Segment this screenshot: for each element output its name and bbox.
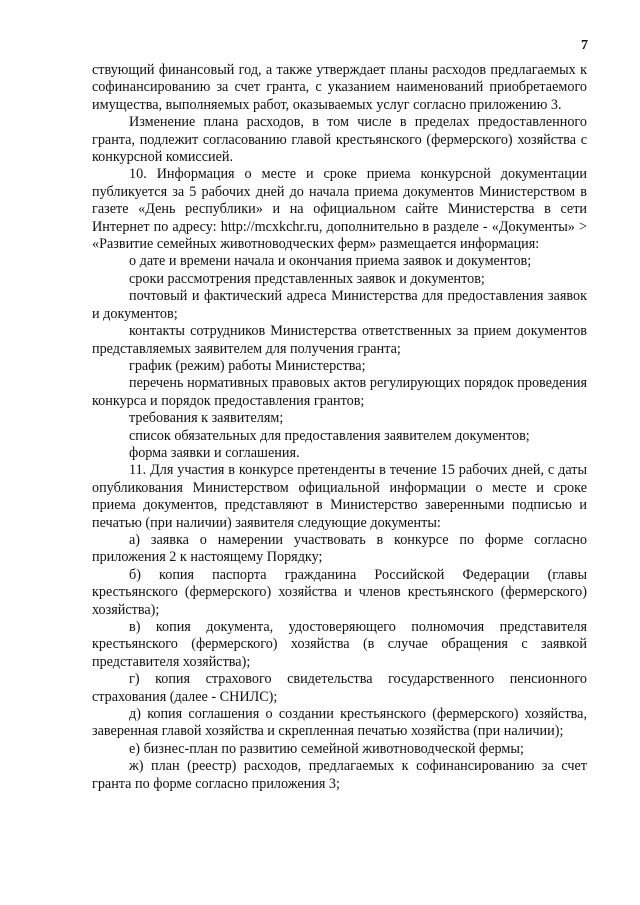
paragraph: перечень нормативных правовых актов регулирующих порядок проведения конкурса и порядок предоставления грантов; [92, 375, 587, 409]
paragraph: в) копия документа, удостоверяющего полномочия представителя крестьянского (фермерского) хозяйства (в случае обращения с заявкой представителя хозяйства); [92, 619, 587, 670]
paragraph: а) заявка о намерении участвовать в конкурсе по форме согласно приложения 2 к настоящему Порядку; [92, 531, 587, 566]
paragraph: форма заявки и соглашения. [129, 444, 300, 461]
paragraph: почтовый и фактический адреса Министерства для предоставления заявок и документов; [92, 288, 587, 322]
document-body [92, 62, 587, 793]
paragraph: о дате и времени начала и окончания приема заявок и документов; [129, 253, 532, 270]
paragraph: график (режим) работы Министерства; [129, 357, 366, 374]
paragraph: 10. Информация о месте и сроке приема конкурсной документации публикуется за 5 рабочих дней до начала приема документов Министерством в газете «День республики» и на официальном сайте Министерства в сети Интернет по адресу: http://mcxkchr.ru, дополнительно в разделе - «Документы» > «Развитие семейных животноводческих ферм» размещается информация: [92, 166, 587, 253]
paragraph: г) копия страхового свидетельства государственного пенсионного страхования (далее - СНИЛС); [92, 671, 587, 705]
paragraph: д) копия соглашения о создании крестьянского (фермерского) хозяйства, заверенная главой хозяйства и скрепленная печатью хозяйства (при наличии); [92, 706, 587, 740]
paragraph: требования к заявителям; [129, 410, 284, 427]
paragraph: Изменение плана расходов, в том числе в пределах предоставленного гранта, подлежит согласованию главой крестьянского (фермерского) хозяйства с конкурсной комиссией. [92, 114, 587, 166]
paragraph: сроки рассмотрения представленных заявок и документов; [129, 270, 485, 287]
paragraph: ствующий финансовый год, а также утверждает планы расходов предлагаемых к софинансированию за счет гранта, с указанием наименований приобретаемого имущества, выполняемых работ, оказываемых услуг согласно приложению 3. [92, 62, 587, 113]
paragraph: 11. Для участия в конкурсе претенденты в течение 15 рабочих дней, с даты опубликования Министерством официальной информации о месте и сроке приема документов, представляют в Министерство заверенными подписью и печатью (при наличии) заявителя следующие документы: [92, 462, 587, 531]
page-number: 7 [581, 38, 588, 53]
paragraph: ж) план (реестр) расходов, предлагаемых к софинансированию за счет гранта по форме согласно приложения 3; [92, 758, 587, 792]
paragraph: контакты сотрудников Министерства ответственных за прием документов представляемых заявителем для получения гранта; [92, 323, 587, 357]
paragraph: список обязательных для предоставления заявителем документов; [129, 427, 530, 444]
paragraph: е) бизнес-план по развитию семейной животноводческой фермы; [129, 740, 524, 757]
paragraph: б) копия паспорта гражданина Российской Федерации (главы крестьянского (фермерского) хозяйства и членов крестьянского (фермерского) хозяйства); [92, 566, 587, 618]
